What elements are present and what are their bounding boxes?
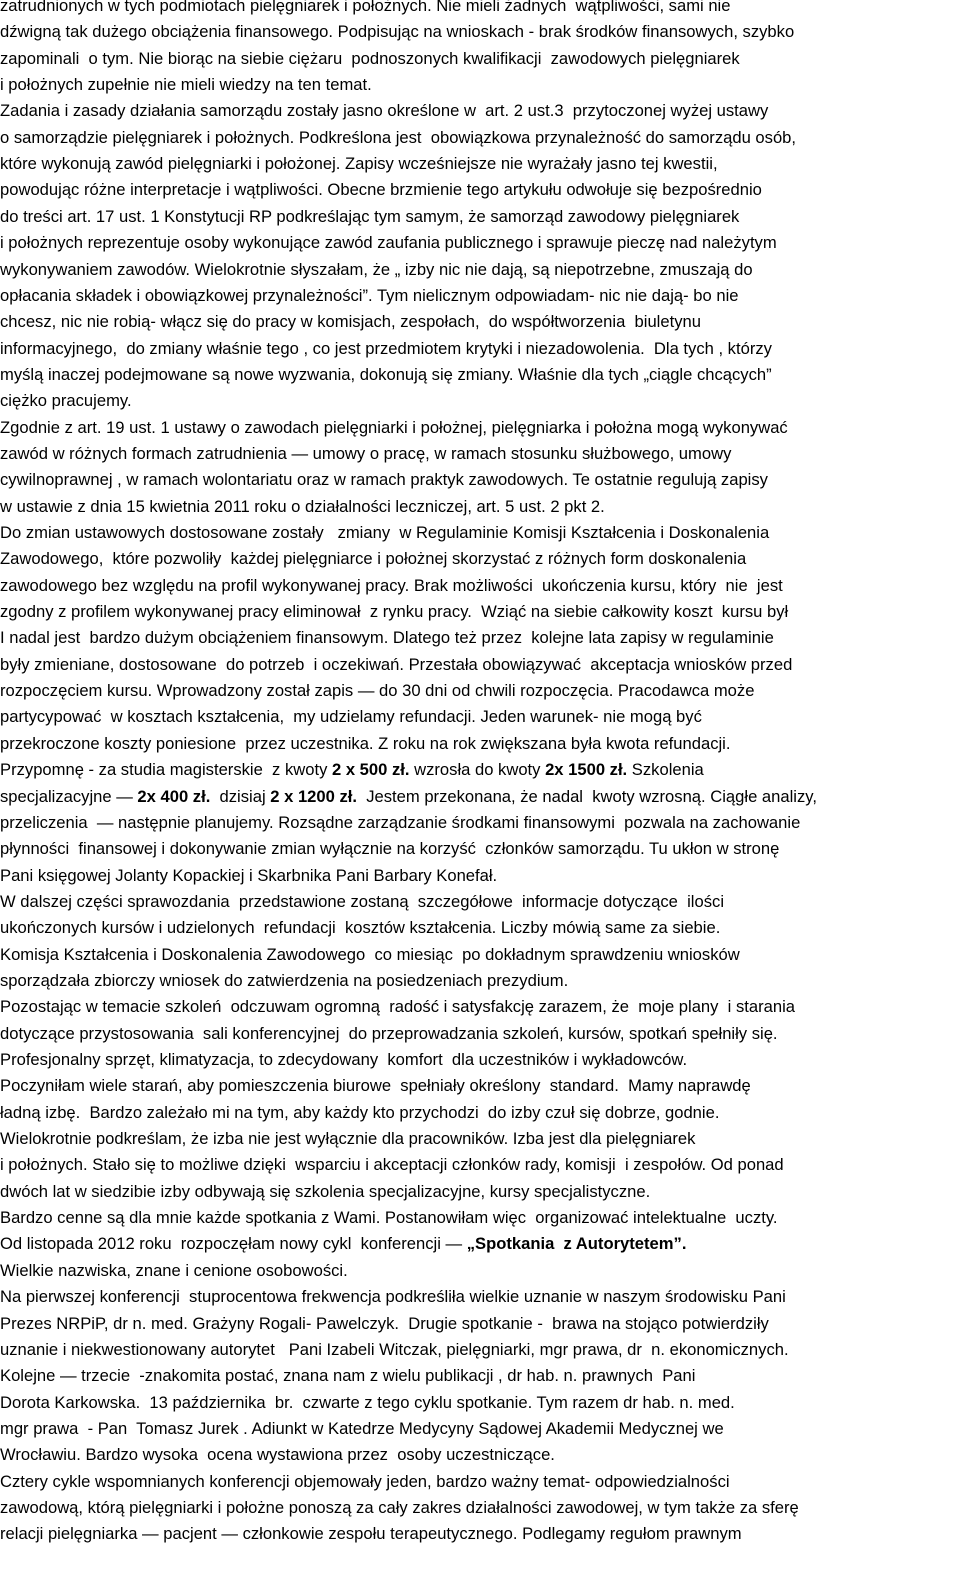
text-line (0, 362, 772, 388)
text-segment: Kolejne — trzecie -znakomita postać, znana nam z wielu publikacji , dr hab. n. prawnych Pani (0, 1366, 696, 1386)
bold-text: 2 x 500 zł. (332, 760, 410, 780)
text-line (0, 784, 817, 810)
text-line (0, 204, 739, 230)
text-segment: wzrosła do kwoty (409, 760, 546, 780)
text-segment: które wykonują zawód pielęgniarki i położonej. Zapisy wcześniejsze nie wyrażały jasno tej kwestii, (0, 154, 718, 174)
text-segment: mgr prawa - Pan Tomasz Jurek . Adiunkt w Katedrze Medycyny Sądowej Akademii Medycznej we (0, 1418, 724, 1438)
text-line (0, 98, 768, 124)
text-line (0, 1495, 799, 1521)
text-segment: Szkolenia (627, 760, 704, 780)
text-segment: były zmieniane, dostosowane do potrzeb i oczekiwań. Przestała obowiązywać akceptacja wniosków przed (0, 654, 793, 674)
text-line (0, 467, 768, 493)
text-line (0, 125, 796, 151)
text-line (0, 441, 731, 467)
text-segment: Bardzo cenne są dla mnie każde spotkania z Wami. Postanowiłam więc organizować intelektualne uczty. (0, 1208, 778, 1228)
text-line (0, 889, 724, 915)
text-segment: informacyjnego, do zmiany właśnie tego , co jest przedmiotem krytyki i niezadowolenia. Dla tych , którzy (0, 338, 772, 358)
text-line (0, 1337, 789, 1363)
text-segment: i położnych. Stało się to możliwe dzięki wsparciu i akceptacji członków rady, komisji i zespołów. Od ponad (0, 1155, 784, 1175)
text-segment: i położnych reprezentuje osoby wykonujące zawód zaufania publicznego i sprawuje pieczę nad należytym (0, 233, 777, 253)
text-line (0, 968, 568, 994)
text-line (0, 1047, 687, 1073)
text-line (0, 1416, 724, 1442)
text-segment: myślą inaczej podejmowane są nowe wyzwania, dokonują się zmiany. Właśnie dla tych „ciągle chcących” (0, 364, 772, 384)
text-segment: i położnych zupełnie nie mieli wiedzy na ten temat. (0, 75, 372, 95)
text-line (0, 573, 783, 599)
text-segment: uznanie i niekwestionowany autorytet Pani Izabeli Witczak, pielęgniarki, mgr prawa, dr n. ekonomicznych. (0, 1339, 789, 1359)
text-segment: powodując różne interpretacje i wątpliwości. Obecne brzmienie tego artykułu odwołuje się bezpośrednio (0, 180, 762, 200)
text-line (0, 309, 701, 335)
text-segment: przeliczenia — następnie planujemy. Rozsądne zarządzanie środkami finansowymi pozwala na zachowanie (0, 812, 801, 832)
text-segment: zapominali o tym. Nie biorąc na siebie ciężaru podnoszonych kwalifikacji zawodowych pielęgniarek (0, 48, 740, 68)
text-segment: cywilnoprawnej , w ramach wolontariatu oraz w ramach praktyk zawodowych. Te ostatnie regulują zapisy (0, 470, 768, 490)
text-segment: w ustawie z dnia 15 kwietnia 2011 roku o działalności leczniczej, art. 5 ust. 2 pkt 2. (0, 496, 605, 516)
text-segment: o samorządzie pielęgniarek i położnych. Podkreślona jest obowiązkowa przynależność do samorządu osób, (0, 127, 797, 147)
text-line (0, 1021, 778, 1047)
text-segment: Do zmian ustawowych dostosowane zostały zmiany w Regulaminie Komisji Kształcenia i Doskonalenia (0, 523, 770, 542)
text-line (0, 257, 753, 283)
text-segment: zgodny z profilem wykonywanej pracy eliminował z rynku pracy. Wziąć na siebie całkowity koszt kursu był (0, 602, 789, 622)
text-segment: relacji pielęgniarka — pacjent — członkowie zespołu terapeutycznego. Podlegamy regułom prawnym (0, 1524, 742, 1544)
text-segment: ciężko pracujemy. (0, 391, 132, 411)
text-segment: wykonywaniem zawodów. Wielokrotnie słyszałam, że „ izby nic nie dają, są niepotrzebne, zmuszają do (0, 259, 753, 279)
text-line (0, 177, 762, 203)
text-line (0, 151, 718, 177)
text-line (0, 810, 800, 836)
text-segment: Zawodowego, które pozwoliły każdej pielęgniarce i położnej skorzystać z różnych form doskonalenia (0, 549, 747, 569)
text-segment: Przypomnę - za studia magisterskie z kwoty (0, 760, 332, 780)
text-line (0, 915, 720, 941)
text-segment: do treści art. 17 ust. 1 Konstytucji RP podkreślając tym samym, że samorząd zawodowy pielęgniarek (0, 206, 740, 226)
text-segment: Komisja Kształcenia i Doskonalenia Zawodowego co miesiąc po dokładnym sprawdzeniu wniosków (0, 944, 740, 964)
text-line (0, 1521, 742, 1547)
text-line (0, 652, 792, 678)
bold-text: 2x 400 zł. (137, 786, 211, 806)
text-line (0, 46, 740, 72)
text-segment: Wrocławiu. Bardzo wysoka ocena wystawiona przez osoby uczestniczące. (0, 1445, 555, 1465)
text-segment: Zgodnie z art. 19 ust. 1 ustawy o zawodach pielęgniarki i położnej, pielęgniarka i położna mogą wykonywać (0, 417, 788, 437)
text-line (0, 283, 739, 309)
text-line (0, 336, 772, 362)
text-line (0, 1469, 730, 1495)
text-segment: Prezes NRPiP, dr n. med. Grażyny Rogali- Pawelczyk. Drugie spotkanie - brawa na stojąco potwierdziły (0, 1313, 769, 1333)
text-line (0, 388, 132, 414)
text-line (0, 599, 788, 625)
text-segment: ukończonych kursów i udzielonych refundacji kosztów kształcenia. Liczby mówią same za siebie. (0, 918, 721, 938)
text-segment: Poczyniłam wiele starań, aby pomieszczenia biurowe spełniały określony standard. Mamy naprawdę (0, 1076, 751, 1096)
text-line (0, 678, 754, 704)
text-segment: Jestem przekonana, że nadal kwoty wzrosną. Ciągłe analizy, (357, 786, 817, 806)
text-line (0, 942, 740, 968)
text-line (0, 863, 497, 889)
text-segment: Pani księgowej Jolanty Kopackiej i Skarbnika Pani Barbary Konefał. (0, 865, 498, 885)
text-line (0, 731, 730, 757)
text-segment: dźwigną tak dużego obciążenia finansowego. Podpisując na wnioskach - brak środków finansowych, szybko (0, 22, 795, 42)
text-line (0, 0, 730, 19)
text-segment: rozpoczęciem kursu. Wprowadzony został zapis — do 30 dni od chwili rozpoczęcia. Pracodawca może (0, 681, 755, 701)
text-segment: W dalszej części sprawozdania przedstawione zostaną szczegółowe informacje dotyczące ilości (0, 891, 724, 911)
text-line (0, 1284, 786, 1310)
text-line (0, 1126, 695, 1152)
text-line (0, 1179, 650, 1205)
text-segment: zatrudnionych w tych podmiotach pielęgniarek i położnych. Nie mieli żadnych wątpliwości, sami nie (0, 0, 731, 15)
text-line (0, 757, 704, 783)
text-line (0, 836, 779, 862)
text-segment: przekroczone koszty poniesione przez uczestnika. Z roku na rok zwiększana była kwota refundacji. (0, 733, 731, 753)
bold-text: 2x 1500 zł. (545, 760, 628, 780)
bold-text: 2 x 1200 zł. (270, 786, 357, 806)
text-segment: zawód w różnych formach zatrudnienia — umowy o pracę, w ramach stosunku służbowego, umowy (0, 443, 732, 463)
text-line (0, 1363, 695, 1389)
text-segment: zawodowego bez względu na profil wykonywanej pracy. Brak możliwości ukończenia kursu, który nie jest (0, 575, 783, 595)
text-segment: Pozostając w temacie szkoleń odczuwam ogromną radość i satysfakcję zarazem, że moje plany i starania (0, 997, 796, 1017)
text-line (0, 1100, 719, 1126)
text-segment: chcesz, nic nie robią- włącz się do pracy w komisjach, zespołach, do współtworzenia biuletynu (0, 312, 701, 332)
text-line (0, 520, 769, 546)
text-line (0, 1390, 735, 1416)
text-line (0, 72, 372, 98)
text-line (0, 546, 746, 572)
text-segment: Cztery cykle wspomnianych konferencji objemowały jeden, bardzo ważny temat- odpowiedzialności (0, 1471, 730, 1491)
text-line (0, 994, 795, 1020)
text-line (0, 1442, 555, 1468)
text-segment: dwóch lat w siedzibie izby odbywają się szkolenia specjalizacyjne, kursy specjalistyczne. (0, 1181, 651, 1201)
text-segment: Od listopada 2012 roku rozpoczęłam nowy cykl konferencji — (0, 1234, 467, 1254)
text-line (0, 704, 702, 730)
text-segment: dzisiaj (210, 786, 271, 806)
text-line (0, 19, 794, 45)
text-line (0, 625, 774, 651)
text-line (0, 415, 788, 441)
text-line (0, 1258, 348, 1284)
text-segment: Wielokrotnie podkreślam, że izba nie jest wyłącznie dla pracowników. Izba jest dla pielęgniarek (0, 1129, 696, 1149)
text-segment: Na pierwszej konferencji stuprocentowa frekwencja podkreśliła wielkie uznanie w naszym środowisku Pani (0, 1287, 786, 1307)
text-segment: sporządzała zbiorczy wniosek do zatwierdzenia na posiedzeniach prezydium. (0, 970, 569, 990)
text-segment: opłacania składek i obowiązkowej przynależności”. Tym nielicznym odpowiadam- nic nie dają- bo nie (0, 285, 739, 305)
text-segment: płynności finansowej i dokonywanie zmian wyłącznie na korzyść członków samorządu. Tu ukłon w stronę (0, 839, 780, 859)
text-line (0, 494, 605, 520)
text-segment: I nadal jest bardzo dużym obciążeniem finansowym. Dlatego też przez kolejne lata zapisy w regulaminie (0, 628, 774, 648)
text-line (0, 1311, 769, 1337)
text-line (0, 1152, 784, 1178)
text-segment: dotyczące przystosowania sali konferencyjnej do przeprowadzania szkoleń, kursów, spotkań spełniły się. (0, 1023, 778, 1043)
text-line (0, 230, 777, 256)
text-segment: partycypować w kosztach kształcenia, my udzielamy refundacji. Jeden warunek- nie mogą być (0, 707, 702, 727)
text-segment: Wielkie nazwiska, znane i cenione osobowości. (0, 1260, 348, 1280)
text-segment: specjalizacyjne — (0, 786, 138, 806)
text-segment: ładną izbę. Bardzo zależało mi na tym, aby każdy kto przychodzi do izby czuł się dobrze, godnie. (0, 1102, 720, 1122)
text-segment: zawodową, którą pielęgniarki i położne ponoszą za cały zakres działalności zawodowej, w tym także za sferę (0, 1497, 799, 1517)
text-segment: Dorota Karkowska. 13 października br. czwarte z tego cyklu spotkanie. Tym razem dr hab. n. med. (0, 1392, 735, 1412)
text-line (0, 1231, 686, 1257)
text-line (0, 1205, 778, 1231)
text-segment: Zadania i zasady działania samorządu zostały jasno określone w art. 2 ust.3 przytoczonej wyżej ustawy (0, 101, 769, 121)
text-line (0, 1073, 751, 1099)
bold-text: „Spotkania z Autorytetem”. (466, 1234, 687, 1254)
text-segment: Profesjonalny sprzęt, klimatyzacja, to zdecydowany komfort dla uczestników i wykładowców. (0, 1050, 688, 1069)
